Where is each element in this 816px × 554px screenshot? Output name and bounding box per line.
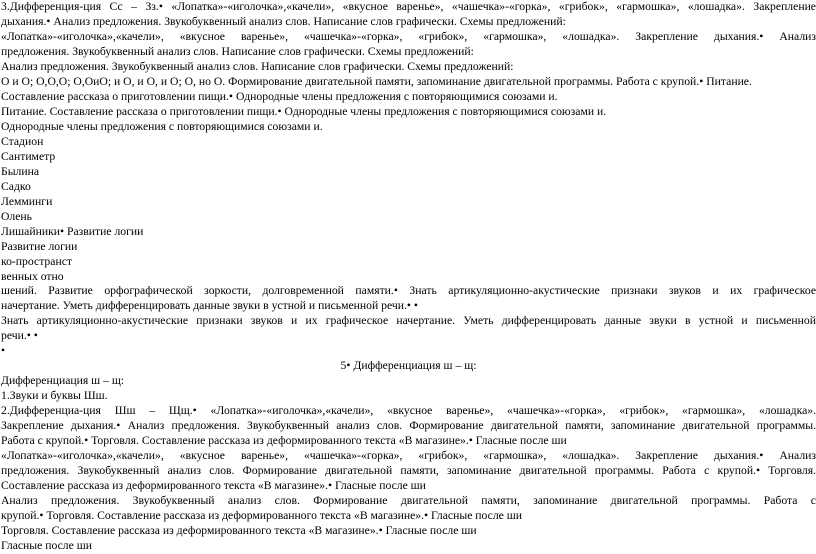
list-item: Олень (1, 209, 33, 223)
list-item: Былина (1, 164, 40, 178)
text-line: Анализ предложения. Звукобуквенный анализ слов. Написание слов графически. Схемы предложений: (1, 59, 514, 73)
text-line: речи.• • (1, 329, 38, 343)
text-line: «Лопатка»-«иголочка»,«качели», «вкусное варенье», «чашечка»-«горка», «грибок», «гармошка», «лошадка». Закрепление дыхания.• Анализ (1, 29, 816, 43)
text-line: 2.Дифференциа-ция Шш – Щщ.• «Лопатка»-«иголочка»,«качели», «вкусное варенье», «чашечка»-«горка», «грибок», «гармошка», «лошадка». (1, 404, 816, 418)
text-line: Торговля. Составление рассказа из деформированного текста «В магазине».• Гласные после ши (1, 524, 477, 538)
text-line: Знать артикуляционно-акустические признаки звуков и их графическое начертание. Уметь дифференцировать данные звуки в устной и письменной (1, 314, 816, 328)
list-item: Лишайники• Развитие логии (1, 224, 144, 238)
text-line: «Лопатка»-«иголочка»,«качели», «вкусное варенье», «чашечка»-«горка», «грибок», «гармошка», «лошадка». Закрепление дыхания.• Анализ (1, 449, 816, 463)
text-line: Работа с крупой.• Торговля. Составление рассказа из деформированного текста «В магазине».• Гласные после ши (1, 434, 567, 448)
list-item: Сантиметр (1, 149, 56, 163)
text-line: 1.Звуки и буквы Шш. (1, 389, 108, 403)
text-line: дыхания.• Анализ предложения. Звукобуквенный анализ слов. Написание слов графически. Схемы предложений: (1, 14, 566, 28)
text-line: предложения. Звукобуквенный анализ слов. Формирование двигательной памяти, запоминание двигательной программы. Работа с крупой.• Торговля. (1, 464, 816, 478)
text-line: Анализ предложения. Звукобуквенный анализ слов. Формирование двигательной памяти, запоминание двигательной программы. Работа с (1, 494, 816, 508)
text-line: Дифференциация ш – щ: (1, 374, 125, 388)
text-line: Гласные после ши (1, 539, 92, 553)
text-line: Составление рассказа о приготовлении пищи.• Однородные члены предложения с повторяющимися союзами и. (1, 89, 558, 103)
text-line: крупой.• Торговля. Составление рассказа из деформированного текста «В магазине».• Гласные после ши (1, 509, 522, 523)
text-line: 3.Дифференция-ция Сс – Зз.• «Лопатка»-«иголочка»,«качели», «вкусное варенье», «чашечка»-«горка», «грибок», «гармошка», «лошадка». Закрепление (1, 0, 816, 13)
text-line: О и О; О,О,О; О,ОиО; и О, и О, и О; О, но О. Формирование двигательной памяти, запоминание двигательной программы. Работа с крупой.• Питание. (1, 74, 752, 88)
text-line: предложения. Звукобуквенный анализ слов. Написание слов графически. Схемы предложений: (1, 44, 474, 58)
text-line: Однородные члены предложения с повторяющимися союзами и. (1, 119, 323, 133)
list-item: Стадион (1, 134, 44, 148)
text-line: венных отно (1, 269, 64, 283)
bullet: • (1, 344, 6, 358)
text-line: Питание. Составление рассказа о приготовлении пищи.• Однородные члены предложения с повторяющимися союзами и. (1, 104, 607, 118)
list-item: Лемминги (1, 194, 53, 208)
text-line: ко-пространст (1, 254, 72, 268)
text-line: Развитие логии (1, 239, 78, 253)
text-line: начертание. Уметь дифференцировать данные звуки в устной и письменной речи.• • (1, 299, 419, 313)
text-line: шений. Развитие орфографической зоркости, долговременной памяти.• Знать артикуляционно-акустические признаки звуков и их графическое (1, 284, 816, 298)
list-item: Садко (1, 179, 31, 193)
text-line: Закрепление дыхания.• Анализ предложения. Звукобуквенный анализ слов. Формирование двигательной памяти, запоминание двигательной программы. (1, 419, 816, 433)
text-line: Составление рассказа из деформированного текста «В магазине».• Гласные после ши (1, 479, 426, 493)
section-heading: 5• Дифференциация ш – щ: (340, 359, 477, 373)
